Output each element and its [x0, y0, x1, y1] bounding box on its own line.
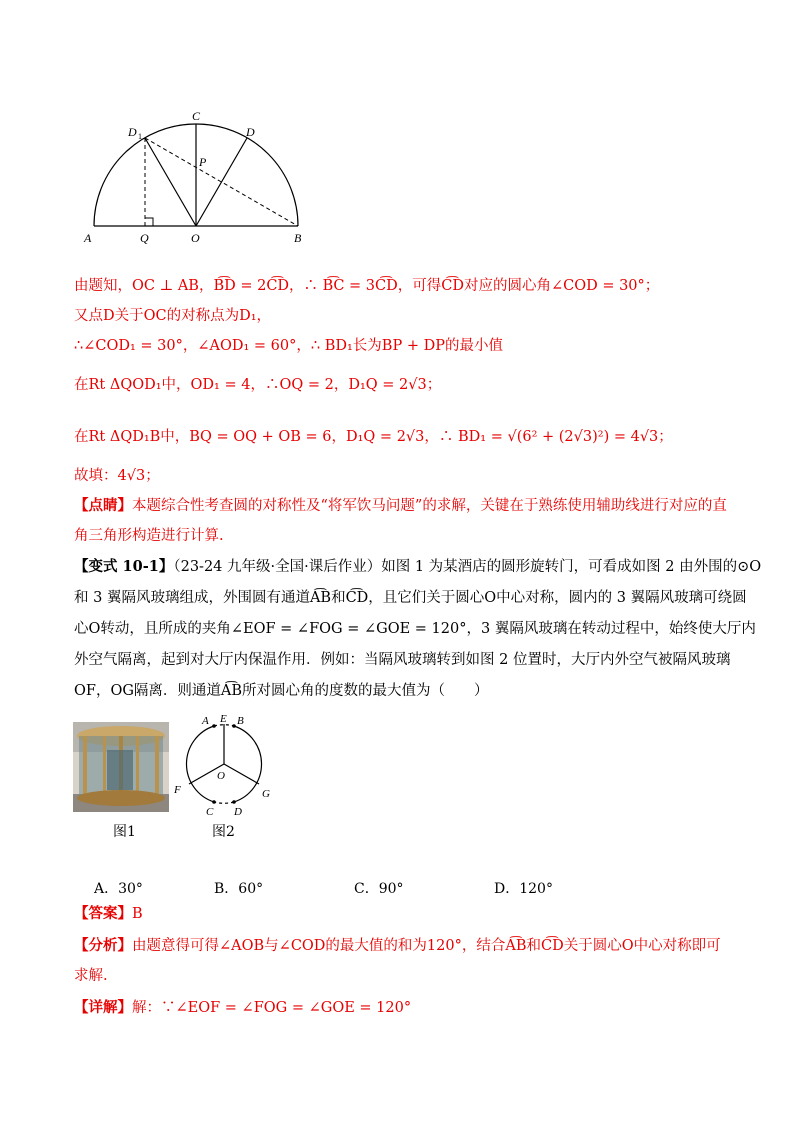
- option-b[interactable]: B．60°: [214, 881, 264, 897]
- detail-line-1: [74, 998, 411, 1018]
- fig2-label-b: B: [237, 715, 244, 727]
- solution-line-2: 又点D关于OC的对称点为D₁，: [74, 308, 272, 324]
- fig2-label-o: O: [217, 770, 225, 782]
- fig2-label-a: A: [202, 715, 209, 727]
- solution-line-5: 在Rt ΔQD₁B中，BQ = OQ + OB = 6，D₁Q = 2√3，∴ BD₁ = √(6² + (2√3)²) = 4√3；: [74, 429, 673, 445]
- comment-line-2: 角三角形构造进行计算.: [74, 528, 224, 544]
- solution-line-1: 由题知，OC ⊥ AB，B͡D = 2C͡D，∴ B͡C = 3C͡D，可得C͡D对应的圆心角∠COD = 30°；: [74, 278, 660, 294]
- label-d: D: [246, 125, 255, 139]
- problem-line-5: OF，OG隔离．则通道A͡B所对圆心角的度数的最大值为（ ）: [74, 683, 489, 699]
- problem-line-2: 和 3 翼隔风玻璃组成，外围圆有通道A͡B和C͡D，且它们关于圆心O中心对称，圆内的 3 翼隔风玻璃可绕圆: [74, 590, 747, 606]
- option-c[interactable]: C．90°: [354, 881, 404, 897]
- problem-line-3: 心O转动，且所成的夹角∠EOF = ∠FOG = ∠GOE = 120°，3 翼隔风玻璃在转动过程中，始终使大厅内: [74, 621, 756, 637]
- segment-od1: [145, 138, 196, 226]
- segment-db-dashed: [247, 138, 298, 226]
- fig2-label-g: G: [262, 788, 270, 800]
- answer-value: B: [132, 906, 143, 922]
- answer-line: [74, 904, 143, 924]
- label-a: A: [84, 231, 92, 245]
- pane-og: [224, 764, 259, 784]
- problem-tag: 【变式 10-1】: [74, 558, 174, 575]
- label-d1-sub: 1: [138, 132, 142, 141]
- label-b: B: [294, 231, 302, 245]
- solution-line-6: 故填：4√3；: [74, 468, 160, 484]
- segment-od: [196, 138, 247, 226]
- semicircle-figure: [80, 108, 320, 248]
- fig2-label-d: D: [234, 806, 242, 816]
- problem-text-1: （23-24 九年级·全国·课后作业）如图 1 为某酒店的圆形旋转门，可看成如图 2 由外围的⊙O: [173, 559, 762, 575]
- analysis-line-2: 求解.: [74, 968, 108, 984]
- answer-tag: 【答案】: [74, 905, 132, 922]
- passage-cd-dashed: [214, 802, 234, 803]
- detail-text-1: 解：∵∠EOF = ∠FOG = ∠GOE = 120°: [132, 1000, 412, 1016]
- option-a[interactable]: A．30°: [94, 881, 143, 897]
- detail-tag: 【详解】: [74, 999, 132, 1016]
- solution-line-4: 在Rt ΔQOD₁中，OD₁ = 4，∴OQ = 2，D₁Q = 2√3；: [74, 377, 442, 393]
- comment-text-1: 本题综合性考查圆的对称性及“将军饮马问题”的求解，关键在于熟练使用辅助线进行对应的直: [132, 498, 727, 514]
- fig2-caption: 图2: [212, 824, 235, 840]
- revolving-door-photo: [73, 722, 169, 812]
- label-d1: D: [128, 125, 137, 139]
- fig2-label-f: F: [174, 784, 181, 796]
- label-o: O: [191, 231, 200, 245]
- analysis-line-1: [74, 936, 721, 956]
- fig2-label-e: E: [220, 713, 227, 725]
- fig2-label-c: C: [206, 806, 214, 816]
- door-diagram: [172, 712, 276, 816]
- comment-line-1: [74, 496, 727, 516]
- solution-line-3: ∴∠COD₁ = 30°，∠AOD₁ = 60°，∴ BD₁长为BP + DP的最小值: [74, 338, 503, 354]
- right-angle-mark: [145, 218, 153, 226]
- label-p: P: [199, 155, 207, 169]
- label-q: Q: [140, 231, 149, 245]
- analysis-tag: 【分析】: [74, 937, 132, 954]
- comment-tag: 【点睛】: [74, 497, 132, 514]
- problem-line-4: 外空气隔离，起到对大厅内保温作用．例如：当隔风玻璃转到如图 2 位置时，大厅内外空气被隔风玻璃: [74, 652, 731, 668]
- analysis-text-1: 由题意得可得∠AOB与∠COD的最大值的和为120°，结合A͡B和C͡D关于圆心O中心对称即可: [132, 938, 721, 954]
- option-d[interactable]: D．120°: [494, 881, 553, 897]
- fig1-caption: 图1: [113, 824, 136, 840]
- label-c: C: [192, 109, 201, 123]
- problem-line-1: [74, 557, 761, 577]
